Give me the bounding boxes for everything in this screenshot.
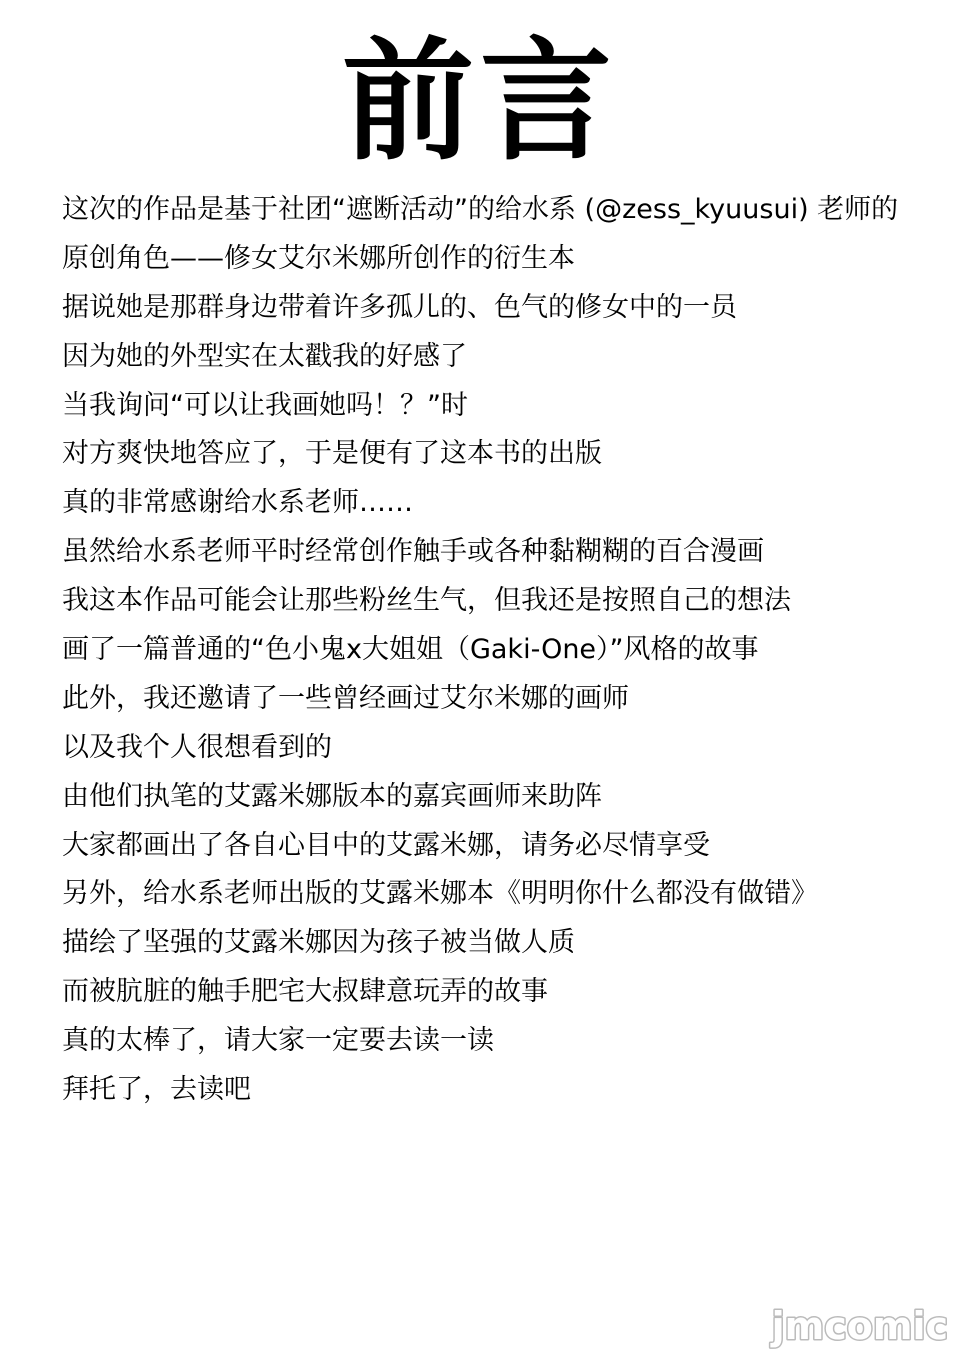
text-line: 因为她的外型实在太戳我的好感了 (62, 340, 467, 372)
watermark-text: jmcomic (771, 1304, 948, 1348)
text-line: 原创角色——修女艾尔米娜所创作的衍生本 (62, 242, 575, 274)
text-line: 而被肮脏的触手肥宅大叔肆意玩弄的故事 (62, 976, 548, 1008)
text-line: 当我询问“可以让我画她吗！？”时 (62, 389, 468, 421)
text-line: 这次的作品是基于社团“遮断活动”的给水系 (@zess_kyuusui) 老师的 (62, 194, 899, 225)
text-line: 拜托了，去读吧 (62, 1074, 251, 1106)
text-line: 大家都画出了各自心目中的艾露米娜，请务必尽情享受 (62, 829, 710, 861)
preface-body (62, 186, 952, 1115)
text-line: 真的太棒了，请大家一定要去读一读 (62, 1025, 494, 1057)
watermark-logo (752, 1301, 952, 1349)
text-line: 此外，我还邀请了一些曾经画过艾尔米娜的画师 (62, 682, 629, 714)
text-line: 以及我个人很想看到的 (62, 731, 332, 763)
text-line: 我这本作品可能会让那些粉丝生气，但我还是按照自己的想法 (62, 585, 791, 617)
text-line: 虽然给水系老师平时经常创作触手或各种黏糊糊的百合漫画 (62, 536, 764, 568)
text-line: 画了一篇普通的“色小鬼x大姐姐（Gaki-One）”风格的故事 (62, 634, 759, 666)
text-line: 真的非常感谢给水系老师…… (62, 487, 413, 519)
text-line: 描绘了坚强的艾露米娜因为孩子被当做人质 (62, 927, 575, 959)
text-line: 对方爽快地答应了，于是便有了这本书的出版 (62, 438, 602, 470)
text-line: 由他们执笔的艾露米娜版本的嘉宾画师来助阵 (62, 780, 602, 812)
text-line: 另外，给水系老师出版的艾露米娜本《明明你什么都没有做错》 (62, 878, 818, 910)
text-line: 据说她是那群身边带着许多孤儿的、色气的修女中的一员 (62, 291, 737, 323)
page-title: 前言 (342, 25, 618, 179)
